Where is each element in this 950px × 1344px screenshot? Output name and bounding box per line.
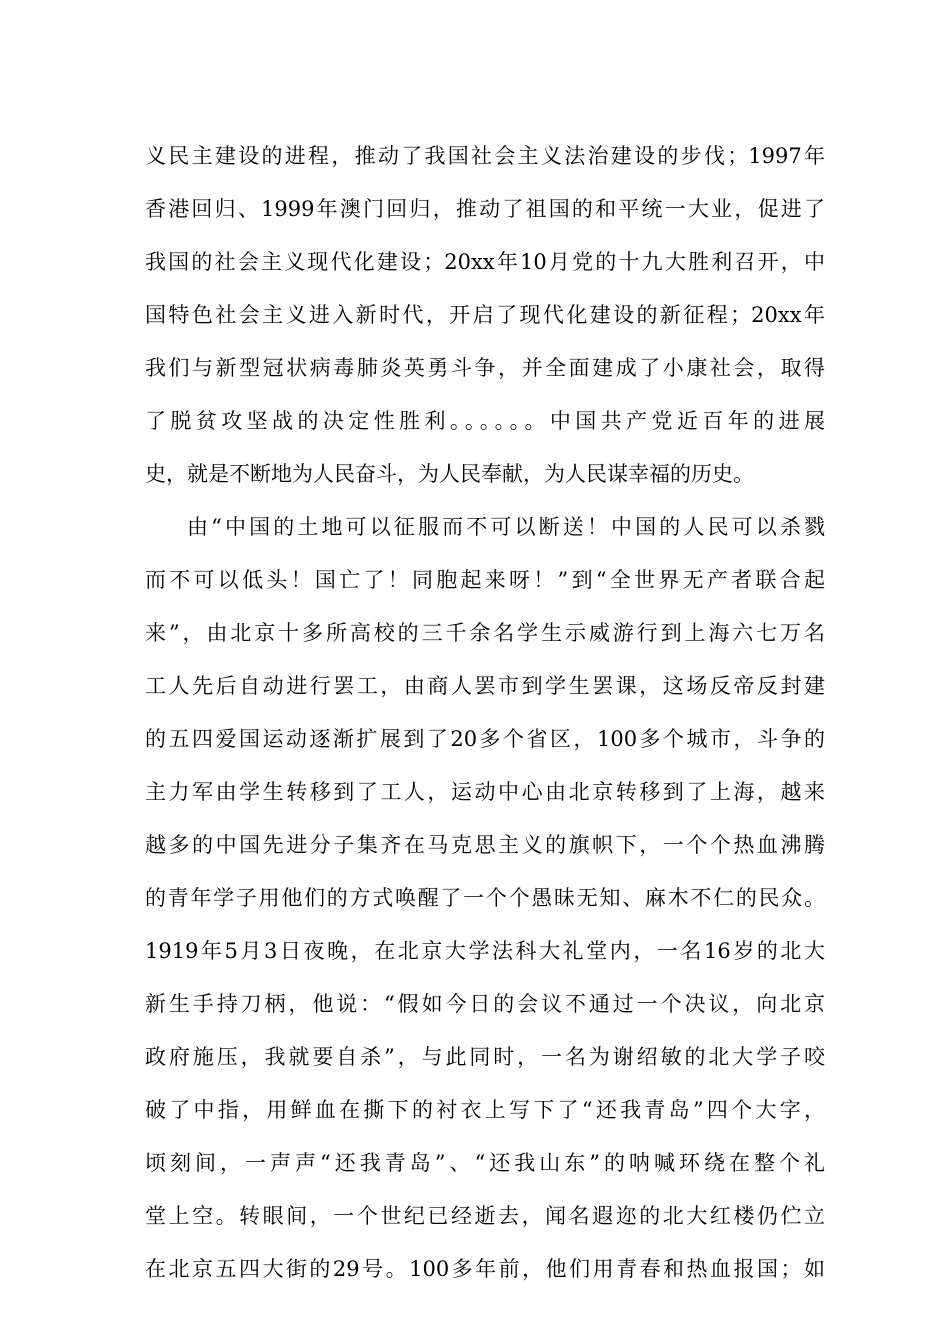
text-line: 香港回归、1999年澳门回归，推动了祖国的和平统一大业，促进了 — [145, 197, 825, 221]
text-line: 史，就是不断地为人民奋斗，为人民奉献，为人民谋幸福的历史。 — [145, 462, 754, 486]
text-line: 由“中国的土地可以征服而不可以断送！中国的人民可以杀戮 — [187, 515, 825, 539]
text-line: 国特色社会主义进入新时代，开启了现代化建设的新征程；20xx年 — [145, 303, 825, 327]
text-line: 破了中指，用鲜血在撕下的衬衣上写下了“还我青岛”四个大字， — [145, 1098, 825, 1122]
text-line: 1919年5月3日夜晚，在北京大学法科大礼堂内，一名16岁的北大 — [145, 939, 825, 963]
text-line: 义民主建设的进程，推动了我国社会主义法治建设的步伐；1997年 — [145, 144, 825, 168]
text-line: 越多的中国先进分子集齐在马克思主义的旗帜下，一个个热血沸腾 — [145, 833, 825, 857]
text-line: 在北京五四大街的29号。100多年前，他们用青春和热血报国；如 — [145, 1257, 825, 1281]
text-line: 主力军由学生转移到了工人，运动中心由北京转移到了上海，越来 — [145, 780, 825, 804]
text-line: 工人先后自动进行罢工，由商人罢市到学生罢课，这场反帝反封建 — [145, 674, 825, 698]
text-line: 新生手持刀柄，他说：“假如今日的会议不通过一个决议，向北京 — [145, 992, 825, 1016]
text-line: 来”，由北京十多所高校的三千余名学生示威游行到上海六七万名 — [145, 621, 825, 645]
text-line: 我国的社会主义现代化建设；20xx年10月党的十九大胜利召开，中 — [145, 250, 825, 274]
text-line: 而不可以低头！国亡了！同胞起来呀！”到“全世界无产者联合起 — [145, 568, 825, 592]
text-line: 堂上空。转眼间，一个世纪已经逝去，闻名遐迩的北大红楼仍伫立 — [145, 1204, 825, 1228]
text-line: 的青年学子用他们的方式唤醒了一个个愚昧无知、麻木不仁的民众。 — [145, 886, 825, 910]
text-line: 我们与新型冠状病毒肺炎英勇斗争，并全面建成了小康社会，取得 — [145, 356, 825, 380]
text-line: 了脱贫攻坚战的决定性胜利。。。。。。中国共产党近百年的进展 — [145, 409, 825, 433]
body-text — [145, 130, 825, 1296]
text-line: 顷刻间，一声声“还我青岛”、“还我山东”的呐喊环绕在整个礼 — [145, 1151, 825, 1175]
text-line: 政府施压，我就要自杀”，与此同时，一名为谢绍敏的北大学子咬 — [145, 1045, 825, 1069]
text-line: 的五四爱国运动逐渐扩展到了20多个省区，100多个城市，斗争的 — [145, 727, 825, 751]
